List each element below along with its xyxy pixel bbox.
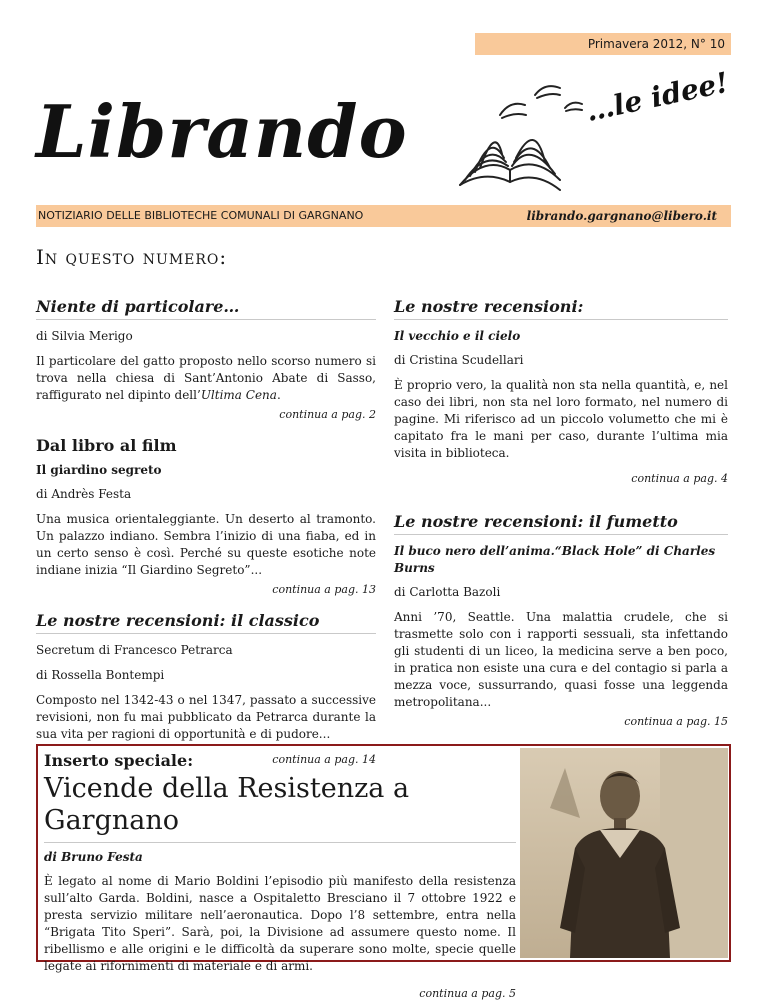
- insert-title[interactable]: Vicende della Resistenza a Gargnano: [44, 773, 516, 843]
- article-author: di Andrès Festa: [36, 487, 132, 501]
- article-body: È proprio vero, la qualità non sta nella quantità, e, nel caso dei libri, non sta nel loro formato, nel numero di pagine. Mi riferisco ad un piccolo volumetto che mi è capitato fra le mani per caso, durante l’ultima mia visita in biblioteca.: [394, 378, 728, 460]
- continue-link[interactable]: continua a pag. 4: [631, 472, 728, 485]
- portrait-photo: [520, 748, 728, 958]
- article-subtitle: Secretum di Francesco Petrarca: [36, 643, 233, 657]
- masthead-bar: [36, 205, 731, 227]
- article-title[interactable]: Le nostre recensioni:: [394, 298, 728, 320]
- article-body: Una musica orientaleggiante. Un deserto al tramonto. Un palazzo indiano. Sembra l’inizio di una fiaba, ed in un certo senso è così. Perché su queste esotiche note indiane inizia “Il Giardino Segreto”...: [36, 512, 376, 577]
- article-title[interactable]: Niente di particolare…: [36, 298, 376, 320]
- right-column: [394, 298, 728, 730]
- insert-body: È legato al nome di Mario Boldini l’episodio più manifesto della resistenza sull’alto Garda. Boldini, nasce a Ospitaletto Bresciano il 7 ottobre 1922 e presta servizio militare nell’aeronautica. Dopo l’8 settembre, entra nella “Brigata Tito Speri”. Sarà, poi, la Divisione ad assumere questo nome. Il ribellismo e alle origini e le difficoltà da superare sono molte, specie quelle legate ai rifornimenti di materiale e di armi.: [44, 873, 516, 973]
- article-title[interactable]: Le nostre recensioni: il classico: [36, 612, 376, 634]
- insert-label: Inserto speciale:: [44, 751, 194, 770]
- article-author: di Silvia Merigo: [36, 329, 133, 343]
- article-subtitle: Il buco nero dell’anima.“Black Hole” di Charles Burns: [394, 544, 716, 575]
- continue-link[interactable]: continua a pag. 5: [419, 986, 516, 1000]
- article-author: di Carlotta Bazoli: [394, 585, 501, 599]
- article-body: Composto nel 1342-43 o nel 1347, passato a successive revisioni, non fu mai pubblicato da Petrarca durante la sua vita per ragioni di opportunità e di pudore...: [36, 693, 376, 741]
- insert-content: [44, 752, 516, 1002]
- contents-heading: In questo numero:: [36, 245, 228, 269]
- article-author: di Cristina Scudellari: [394, 353, 524, 367]
- continue-link[interactable]: continua a pag. 15: [624, 715, 728, 728]
- tagline: …le idee!: [583, 65, 732, 128]
- artwork-title: Ultima Cena: [200, 388, 277, 402]
- article-body-text: Il particolare del gatto proposto nello scorso numero si trova nella chiesa di Sant’Antonio Abate di Sasso, raffigurato nel dipinto dell’: [36, 354, 376, 402]
- left-column: [36, 298, 376, 768]
- article-title[interactable]: Le nostre recensioni: il fumetto: [394, 513, 728, 535]
- article-body-end: .: [276, 388, 281, 402]
- article-subtitle: Il giardino segreto: [36, 463, 162, 477]
- continue-link[interactable]: continua a pag. 13: [272, 583, 376, 596]
- book-birds-icon: [440, 70, 600, 210]
- logo-title: Librando: [36, 89, 408, 174]
- continue-link[interactable]: continua a pag. 14: [272, 753, 376, 766]
- article-author: di Rossella Bontempi: [36, 668, 165, 682]
- issue-bar: [475, 33, 731, 55]
- continue-link[interactable]: continua a pag. 2: [279, 408, 376, 421]
- issue-label: Primavera 2012, N° 10: [587, 37, 725, 51]
- article-body: Anni ’70, Seattle. Una malattia crudele, che si trasmette solo con i rapporti sessuali, sta infettando gli studenti di un liceo, la medicina serve a ben poco, in pratica non esiste una cura e del contagio si parla a mezza voce, sussurrando, quasi fosse una leggenda metropolitana...: [394, 610, 728, 709]
- org-name: NOTIZIARIO DELLE BIBLIOTECHE COMUNALI DI GARGNANO: [38, 209, 364, 222]
- article-body: [36, 353, 376, 404]
- email-link[interactable]: librando.gargnano@libero.it: [526, 209, 717, 223]
- article-subtitle: Il vecchio e il cielo: [394, 329, 521, 343]
- insert-author: di Bruno Festa: [44, 849, 143, 864]
- article-title[interactable]: Dal libro al film: [36, 436, 177, 455]
